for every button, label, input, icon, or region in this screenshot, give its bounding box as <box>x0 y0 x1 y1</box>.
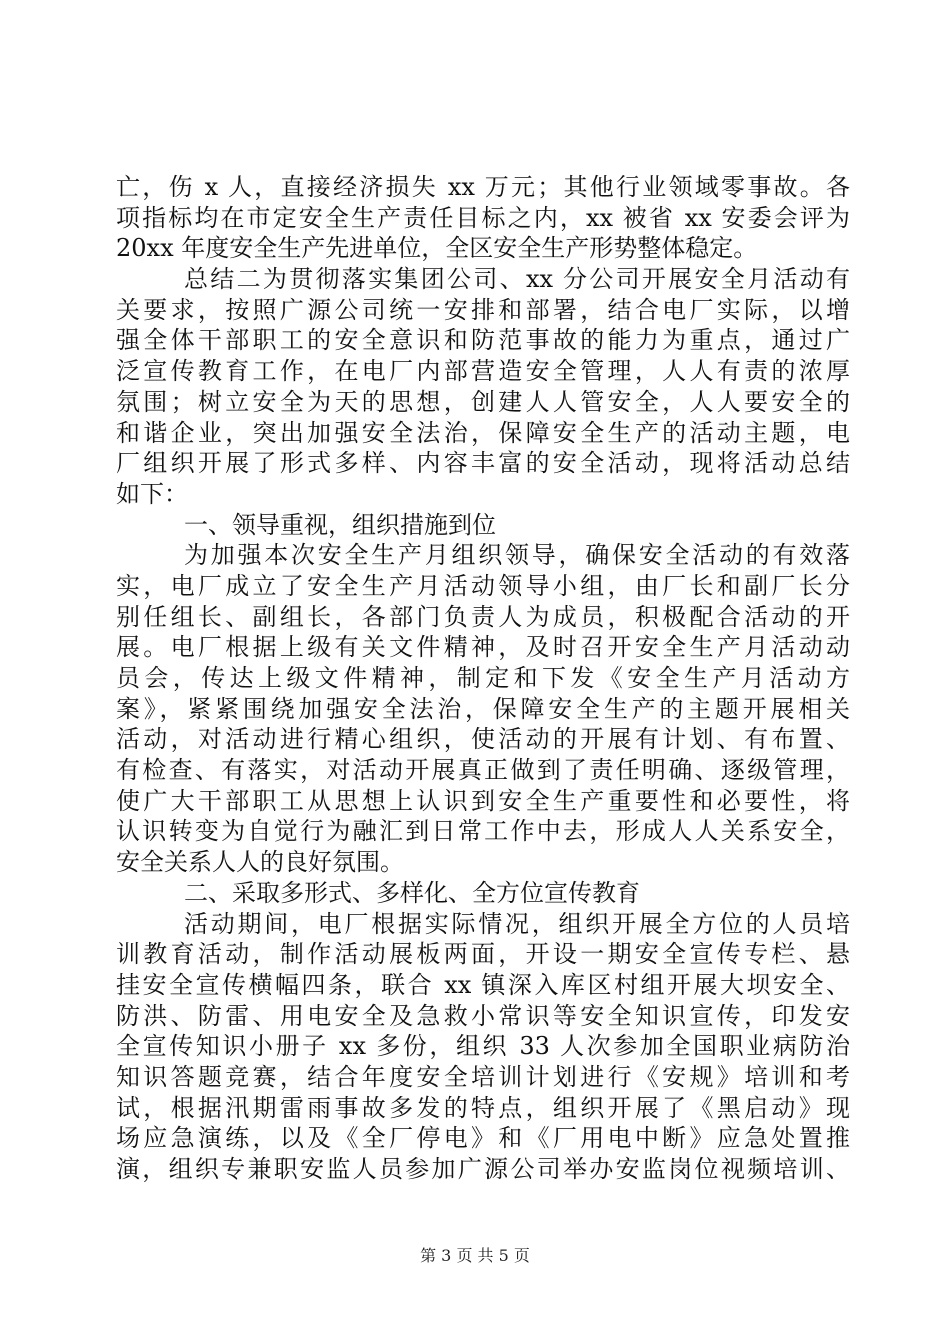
body-text-line: 亡，伤 x 人，直接经济损失 xx 万元；其他行业领域零事故。各 <box>116 173 850 201</box>
body-text-line: 场应急演练，以及《全厂停电》和《厂用电中断》应急处置推 <box>116 1124 850 1153</box>
page-footer: 第 3 页 共 5 页 <box>420 1246 530 1265</box>
body-text-line: 挂安全宣传横幅四条，联合 xx 镇深入库区村组开展大坝安全、 <box>116 970 850 999</box>
body-text-line: 和谐企业，突出加强安全法治，保障安全生产的活动主题，电 <box>116 418 850 447</box>
body-text-line: 防洪、防雷、用电安全及急救小常识等安全知识宣传，印发安 <box>116 1001 850 1030</box>
body-text-line: 展。电厂根据上级有关文件精神，及时召开安全生产月活动动 <box>116 633 850 662</box>
body-text-line: 总结二为贯彻落实集团公司、xx 分公司开展安全月活动有 <box>184 265 850 294</box>
body-text-line: 项指标均在市定安全生产责任目标之内，xx 被省 xx 安委会评为 <box>116 203 850 232</box>
body-text-line: 别任组长、副组长，各部门负责人为成员，积极配合活动的开 <box>116 602 850 631</box>
body-text-line: 如下： <box>116 479 188 508</box>
body-text-line: 关要求，按照广源公司统一安排和部署，结合电厂实际，以增 <box>116 295 850 324</box>
body-text-line: 活动，对活动进行精心组织，使活动的开展有计划、有布置、 <box>116 725 850 754</box>
body-text-line: 泛宣传教育工作，在电厂内部营造安全管理，人人有责的浓厚 <box>116 357 850 386</box>
body-text-line: 使广大干部职工从思想上认识到安全生产重要性和必要性，将 <box>116 786 850 815</box>
body-text-line: 强全体干部职工的安全意识和防范事故的能力为重点，通过广 <box>116 326 850 355</box>
section-heading: 一、领导重视，组织措施到位 <box>184 510 496 539</box>
body-text-line: 安全关系人人的良好氛围。 <box>116 848 404 877</box>
body-text-line: 知识答题竞赛，结合年度安全培训计划进行《安规》培训和考 <box>116 1062 850 1091</box>
body-text-line: 演，组织专兼职安监人员参加广源公司举办安监岗位视频培训、 <box>116 1155 850 1183</box>
body-text-line: 案》，紧紧围绕加强安全法治，保障安全生产的主题开展相关 <box>116 694 850 723</box>
body-text-line: 试，根据汛期雷雨事故多发的特点，组织开展了《黑启动》现 <box>116 1093 850 1122</box>
body-text-line: 为加强本次安全生产月组织领导，确保安全活动的有效落 <box>184 541 850 570</box>
body-text-line: 认识转变为自觉行为融汇到日常工作中去，形成人人关系安全， <box>116 817 850 846</box>
document-body <box>116 172 850 1185</box>
body-text-line: 有检查、有落实，对活动开展真正做到了责任明确、逐级管理， <box>116 756 850 785</box>
body-text-line: 训教育活动，制作活动展板两面，开设一期安全宣传专栏、悬 <box>116 940 850 969</box>
body-text-line: 实，电厂成立了安全生产月活动领导小组，由厂长和副厂长分 <box>116 571 850 600</box>
section-heading: 二、采取多形式、多样化、全方位宣传教育 <box>184 878 640 907</box>
body-text-line: 氛围；树立安全为天的思想，创建人人管安全，人人要安全的 <box>116 387 850 416</box>
body-text-line: 员会，传达上级文件精神，制定和下发《安全生产月活动方 <box>116 664 850 692</box>
body-text-line: 全宣传知识小册子 xx 多份，组织 33 人次参加全国职业病防治 <box>116 1032 850 1061</box>
body-text-line: 活动期间，电厂根据实际情况，组织开展全方位的人员培 <box>184 909 850 938</box>
body-text-line: 厂组织开展了形式多样、内容丰富的安全活动，现将活动总结 <box>116 449 850 478</box>
body-text-line: 20xx 年度安全生产先进单位，全区安全生产形势整体稳定。 <box>116 234 758 263</box>
